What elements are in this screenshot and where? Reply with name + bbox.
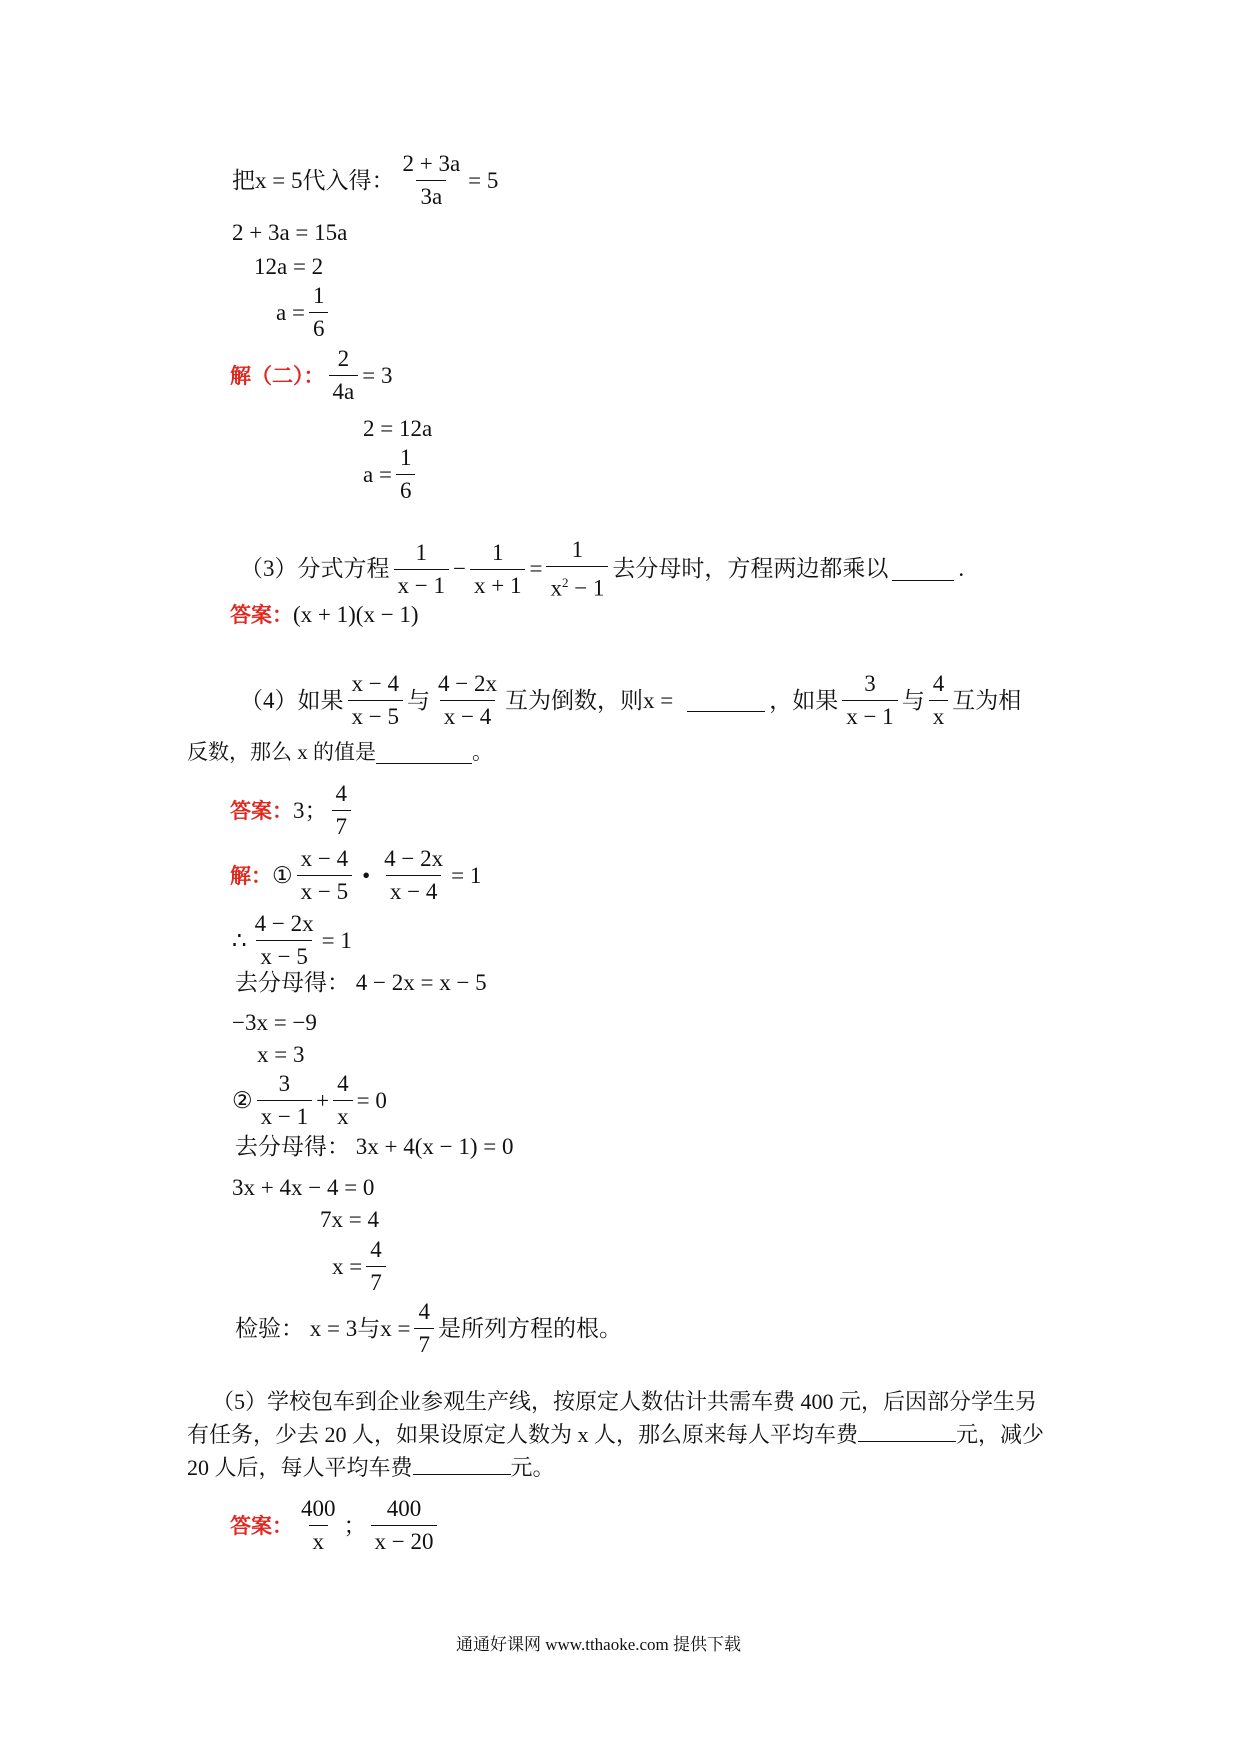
question-5-line-2 xyxy=(187,1418,1044,1451)
equation-line: 2 + 3a = 15a xyxy=(232,220,348,245)
answer-label: 答案： xyxy=(230,798,293,823)
answer-blank xyxy=(413,1454,511,1475)
question-5-line-3 xyxy=(187,1451,555,1484)
text: 20 人后，每人平均车费 xyxy=(187,1455,413,1480)
solution-label: 解： xyxy=(230,863,272,888)
numerator: x − 4 xyxy=(351,671,399,696)
denominator xyxy=(546,566,608,603)
solution-step-5: x = 3 xyxy=(257,1042,305,1067)
text: 有任务，少去 20 人，如果设原定人数为 x 人，那么原来每人平均车费 xyxy=(187,1422,859,1447)
answer-line xyxy=(230,780,355,841)
check-line xyxy=(235,1298,622,1359)
fraction xyxy=(394,539,449,600)
text: = 1 xyxy=(321,927,352,953)
text: 是所列方程的根。 xyxy=(437,1315,622,1341)
numerator: 4 xyxy=(335,781,347,806)
denominator: x − 4 xyxy=(386,875,441,906)
answer-line xyxy=(230,600,419,630)
answer-value: (x + 1)(x − 1) xyxy=(293,602,419,627)
denominator: x − 1 xyxy=(842,700,897,731)
text: 反数，那么 x 的值是 xyxy=(187,740,376,764)
text: 与 xyxy=(901,687,925,713)
text: 把x = 5代入得： xyxy=(232,167,395,193)
equation-line: 12a = 2 xyxy=(254,254,324,279)
operator: + xyxy=(316,1087,330,1113)
fraction xyxy=(414,1298,434,1359)
denominator: x + 1 xyxy=(470,569,525,600)
text: 元，减少 xyxy=(956,1422,1045,1447)
operator: • xyxy=(362,862,371,888)
denominator: x − 4 xyxy=(440,700,495,731)
equation-line: 2 = 12a xyxy=(363,416,433,441)
fraction xyxy=(470,539,525,600)
solution-step-10 xyxy=(332,1236,390,1297)
numerator: 1 xyxy=(571,537,584,562)
text: = 1 xyxy=(451,862,482,888)
fraction xyxy=(380,845,447,906)
denominator: 4a xyxy=(329,375,359,406)
denominator: x − 20 xyxy=(371,1525,438,1556)
text: ，如果 xyxy=(769,687,839,713)
denominator: 3a xyxy=(416,180,446,211)
answer-blank xyxy=(892,558,954,581)
operator: − xyxy=(452,556,466,582)
denominator: 7 xyxy=(332,810,352,841)
denominator: 6 xyxy=(396,474,416,505)
denominator: 7 xyxy=(414,1328,434,1359)
answer-value: 3； xyxy=(293,797,328,823)
text: ∴ xyxy=(232,927,247,953)
answer-label: 答案： xyxy=(230,603,293,627)
numerator: 4 xyxy=(418,1299,430,1324)
question-4-line-1 xyxy=(240,670,1021,731)
answer-blank xyxy=(376,741,472,764)
denominator: x − 1 xyxy=(394,569,449,600)
solution-step-1 xyxy=(230,845,481,906)
fraction xyxy=(396,444,416,505)
numerator: 1 xyxy=(312,283,325,308)
circled-number: ① xyxy=(272,862,293,888)
numerator: 2 + 3a xyxy=(402,151,461,176)
numerator: 400 xyxy=(301,1496,336,1521)
text: . xyxy=(958,556,965,582)
text: = 0 xyxy=(356,1087,387,1113)
solution-step-8: 3x + 4x − 4 = 0 xyxy=(232,1175,375,1200)
solution-label: 解（二）： xyxy=(230,363,325,388)
text: − 1 xyxy=(568,575,605,601)
text: ； xyxy=(343,1512,367,1538)
footer-text: 通通好课网 www.tthaoke.com 提供下载 xyxy=(456,1635,742,1654)
fraction xyxy=(257,1070,312,1131)
text: 元。 xyxy=(510,1455,555,1480)
numerator: 400 xyxy=(386,1496,422,1521)
numerator: x − 4 xyxy=(300,846,349,871)
fraction xyxy=(332,780,352,841)
numerator: 3 xyxy=(278,1071,291,1096)
text: 检验： x = 3与x = xyxy=(235,1315,411,1341)
equation-line xyxy=(276,282,332,343)
denominator: x xyxy=(333,1100,353,1131)
text: x xyxy=(550,575,562,601)
answer-label: 答案： xyxy=(230,1513,293,1538)
denominator: 7 xyxy=(366,1266,386,1297)
fraction xyxy=(371,1495,438,1556)
circled-number: ② xyxy=(232,1087,253,1113)
question-3 xyxy=(240,536,964,603)
text: （3）分式方程 xyxy=(240,556,390,582)
solution-step-6 xyxy=(232,1070,387,1131)
denominator: x xyxy=(309,1525,329,1556)
text: 与 xyxy=(406,687,430,713)
fraction xyxy=(309,282,329,343)
fraction xyxy=(398,150,464,211)
text: 互为倒数，则x = xyxy=(504,687,674,713)
fraction xyxy=(929,670,949,731)
denominator: x − 5 xyxy=(256,940,311,971)
operator: = xyxy=(529,556,543,582)
numerator: 1 xyxy=(491,539,504,565)
numerator: 4 xyxy=(932,671,945,696)
fraction xyxy=(434,670,501,731)
solution-step-9: 7x = 4 xyxy=(320,1207,379,1232)
numerator: 4 − 2x xyxy=(437,671,497,696)
solution-step-7: 去分母得： 3x + 4(x − 1) = 0 xyxy=(235,1134,514,1159)
text: a = xyxy=(276,299,305,325)
numerator: 4 xyxy=(370,1237,382,1262)
fraction xyxy=(366,1236,386,1297)
numerator: 2 xyxy=(337,346,350,371)
denominator: x − 5 xyxy=(348,700,403,731)
fraction xyxy=(333,1070,353,1131)
numerator: 1 xyxy=(415,539,427,565)
question-4-line-2 xyxy=(187,737,493,767)
fraction xyxy=(348,670,403,731)
text: 去分母时，方程两边都乘以 xyxy=(612,556,889,582)
denominator: x − 5 xyxy=(297,875,352,906)
numerator: 4 − 2x xyxy=(254,911,314,936)
fraction xyxy=(297,845,352,906)
fraction xyxy=(842,670,897,731)
fraction xyxy=(251,910,318,971)
fraction xyxy=(297,1495,340,1556)
denominator: x xyxy=(929,700,949,731)
text: = 5 xyxy=(468,167,499,193)
text: a = xyxy=(363,461,392,487)
question-5-line-1: （5）学校包车到企业参观生产线，按原定人数估计共需车费 400 元，后因部分学生另 xyxy=(212,1389,1038,1414)
denominator: x − 1 xyxy=(257,1100,312,1131)
text: 互为相 xyxy=(952,687,1022,713)
text: （4）如果 xyxy=(240,687,344,713)
numerator: 1 xyxy=(399,445,412,470)
equation-line xyxy=(363,444,419,505)
answer-blank xyxy=(858,1421,956,1442)
solution-step-2 xyxy=(232,910,352,971)
fraction xyxy=(329,345,359,406)
numerator: 3 xyxy=(864,671,876,696)
fraction xyxy=(546,536,608,603)
solution-step-4: −3x = −9 xyxy=(232,1010,317,1035)
numerator: 4 − 2x xyxy=(384,846,444,871)
text: x = xyxy=(332,1253,363,1279)
text: 。 xyxy=(472,740,493,764)
answer-blank xyxy=(687,689,765,712)
solution-two-line xyxy=(230,345,392,406)
exponent: 2 xyxy=(561,575,569,590)
answer-line xyxy=(230,1495,441,1556)
denominator: 6 xyxy=(309,312,329,343)
text: = 3 xyxy=(362,362,393,388)
numerator: 4 xyxy=(337,1071,349,1096)
solution-step-3: 去分母得： 4 − 2x = x − 5 xyxy=(235,970,487,995)
substitution-line xyxy=(232,150,498,211)
